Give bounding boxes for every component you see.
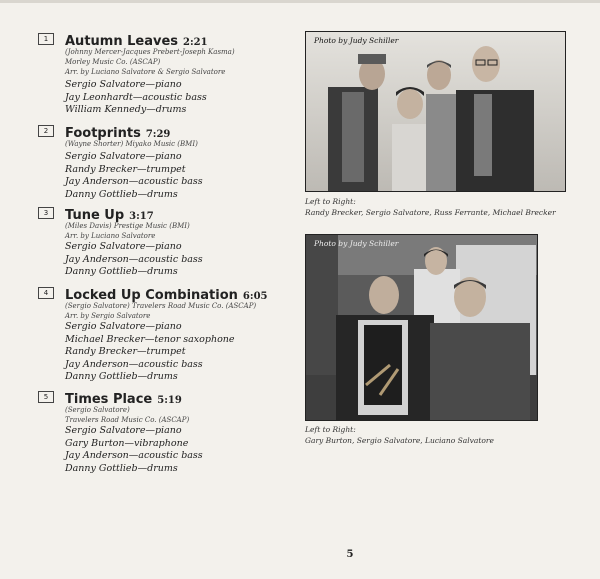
track-number-box: 3 (38, 207, 54, 219)
track-personnel (65, 151, 203, 201)
photo-credit: Photo by Judy Schiller (314, 36, 399, 45)
personnel-line: Michael Brecker—tenor saxophone (65, 333, 235, 345)
track-title: Autumn Leaves (65, 34, 179, 49)
credit-line: Arr. by Luciano Salvatore (65, 232, 156, 240)
credit-line: (Sergio Salvatore) (65, 406, 130, 414)
credit-line: (Miles Davis) Prestige Music (BMI) (65, 222, 190, 230)
track-credits (65, 405, 189, 425)
credit-line: (Wayne Shorter) Miyako Music (BMI) (65, 140, 198, 148)
track-title: Tune Up (65, 208, 125, 223)
personnel-line: Danny Gottlieb—drums (65, 462, 178, 474)
caption-line: Left to Right: (305, 197, 356, 206)
track-credits (65, 139, 198, 149)
photo-credit: Photo by Judy Schiller (314, 239, 399, 248)
track-credits (65, 301, 256, 321)
personnel-line: William Kennedy—drums (65, 104, 187, 115)
track-personnel (65, 79, 207, 117)
track-title: Footprints (65, 126, 141, 141)
track-time: 7:29 (145, 129, 171, 140)
photo-caption-2 (305, 424, 494, 446)
caption-line: Gary Burton, Sergio Salvatore, Luciano Salvatore (305, 436, 494, 445)
personnel-line: Sergio Salvatore—piano (65, 151, 182, 162)
personnel-line: Sergio Salvatore—piano (65, 79, 182, 90)
personnel-line: Sergio Salvatore—piano (65, 321, 182, 332)
track-personnel (65, 425, 203, 475)
track-title: Locked Up Combination (65, 288, 238, 303)
credit-line: Travelers Road Music Co. (ASCAP) (65, 416, 190, 424)
personnel-line: Jay Anderson—acoustic bass (65, 253, 203, 265)
track-personnel (65, 241, 203, 279)
credit-line: Arr. by Luciano Salvatore & Sergio Salvatore (65, 68, 226, 76)
track-number-box: 5 (38, 391, 54, 403)
band-photo-2-image (306, 235, 537, 420)
personnel-line: Danny Gottlieb—drums (65, 188, 178, 200)
personnel-line: Danny Gottlieb—drums (65, 266, 178, 277)
track-time: 3:17 (129, 211, 154, 222)
caption-line: Left to Right: (305, 425, 356, 434)
personnel-line: Sergio Salvatore—piano (65, 241, 182, 252)
personnel-line: Sergio Salvatore—piano (65, 425, 182, 436)
band-photo-1 (305, 31, 566, 192)
credit-line: (Sergio Salvatore) Travelers Road Music Co. (ASCAP) (65, 302, 257, 310)
page-number: 5 (346, 549, 354, 560)
personnel-line: Jay Anderson—acoustic bass (65, 176, 203, 187)
track-time: 2:21 (183, 37, 208, 48)
track-credits (65, 221, 190, 241)
personnel-line: Jay Leonhardt—acoustic bass (65, 91, 207, 103)
track-credits (65, 47, 235, 77)
track-number-box: 2 (38, 125, 54, 137)
personnel-line: Randy Brecker—trumpet (65, 163, 186, 175)
caption-line: Randy Brecker, Sergio Salvatore, Russ Ferrante, Michael Brecker (305, 208, 556, 217)
track-number-box: 1 (38, 33, 54, 45)
track-title: Times Place (65, 392, 153, 407)
track-number-box: 4 (38, 287, 54, 299)
personnel-line: Randy Brecker—trumpet (65, 346, 186, 357)
personnel-line: Jay Anderson—acoustic bass (65, 450, 203, 461)
band-photo-1-image (306, 32, 565, 191)
photo-caption-1 (305, 196, 556, 218)
track-personnel (65, 321, 235, 384)
personnel-line: Gary Burton—vibraphone (65, 437, 189, 449)
credit-line: (Johnny Mercer-Jacques Prebert-Joseph Kasma) (65, 48, 235, 56)
personnel-line: Jay Anderson—acoustic bass (65, 358, 203, 370)
page-top-edge (0, 0, 600, 3)
credit-line: Arr. by Sergio Salvatore (65, 312, 151, 320)
track-time: 6:05 (242, 291, 268, 302)
credit-line: Morley Music Co. (ASCAP) (65, 58, 161, 66)
personnel-line: Danny Gottlieb—drums (65, 371, 178, 382)
track-time: 5:19 (157, 395, 182, 406)
band-photo-2 (305, 234, 538, 421)
